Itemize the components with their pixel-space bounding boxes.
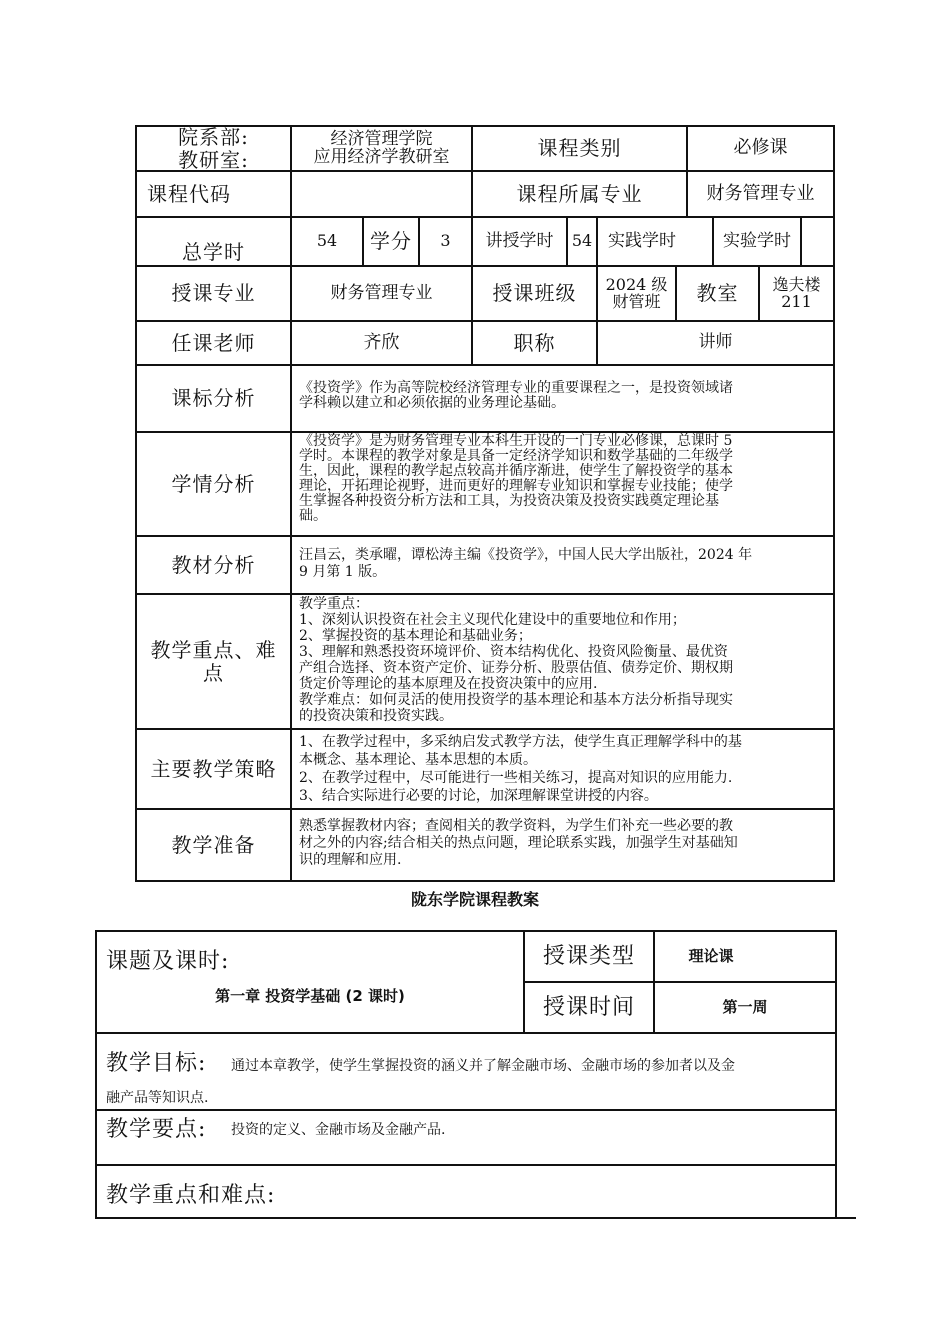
strategy-text bbox=[299, 733, 742, 805]
title-label: 职称 bbox=[513, 330, 556, 355]
teacher-value: 齐欣 bbox=[363, 331, 400, 353]
topic-value: 第一章 投资学基础 (2 课时) bbox=[215, 987, 405, 1005]
total-hours-value: 54 bbox=[316, 231, 338, 251]
class-value-cell bbox=[598, 267, 675, 320]
time-label: 授课时间 bbox=[542, 994, 635, 1020]
grid-line bbox=[95, 930, 97, 1219]
grid-line bbox=[95, 1032, 837, 1034]
credit-label: 学分 bbox=[370, 229, 412, 253]
lecture-hours-value: 54 bbox=[571, 231, 593, 251]
course-code-value bbox=[292, 172, 471, 216]
text-line: 识的理解和应用. bbox=[299, 852, 402, 868]
room-building: 逸夫楼 bbox=[772, 274, 821, 294]
class-label: 授课班级 bbox=[492, 281, 577, 305]
text-line: 的投资决策和投资实践。 bbox=[299, 708, 453, 724]
lecture-hours-label: 讲授学时 bbox=[485, 230, 554, 251]
text-line: 本概念、基本理论、基本思想的本质。 bbox=[299, 752, 537, 768]
text-line: 生掌握各种投资分析方法和工具，为投资决策及投资实践奠定理论基 bbox=[299, 493, 719, 509]
class-year: 2024 级 bbox=[605, 274, 668, 294]
dept-label: 院系部: bbox=[178, 124, 249, 149]
textbook-text bbox=[299, 547, 752, 581]
dept-label-cell bbox=[137, 124, 290, 172]
title-value: 讲师 bbox=[698, 332, 733, 353]
text-line: 汪昌云，类承曜，谭松涛主编《投资学》，中国人民大学出版社，2024 年 bbox=[299, 547, 753, 563]
text-line: 3、结合实际进行必要的讨论，加深理解课堂讲授的内容。 bbox=[299, 788, 658, 804]
text-line: 9 月第 1 版。 bbox=[299, 564, 387, 580]
strategy-label: 主要教学策略 bbox=[150, 756, 277, 781]
text-line: 货定价等理论的基本原理及在投资决策中的应用. bbox=[299, 676, 598, 692]
grid-line bbox=[95, 1164, 837, 1166]
text-line: 1、深刻认识投资在社会主义现代化建设中的重要地位和作用； bbox=[299, 612, 686, 628]
text-line: 1、在教学过程中，多采纳启发式教学方法，使学生真正理解学科中的基 bbox=[299, 734, 742, 750]
grid-line bbox=[95, 1109, 837, 1111]
teacher-label: 任课老师 bbox=[171, 330, 256, 355]
student-label: 学情分析 bbox=[171, 471, 256, 496]
type-label: 授课类型 bbox=[542, 943, 635, 969]
total-hours-label: 总学时 bbox=[182, 240, 245, 264]
room-label: 教室 bbox=[696, 281, 739, 305]
room-value-cell bbox=[760, 267, 833, 320]
credit-value: 3 bbox=[440, 231, 451, 251]
keypoints-label-cell bbox=[137, 595, 290, 728]
course-type-value: 必修课 bbox=[733, 137, 788, 159]
grid-line bbox=[95, 1217, 837, 1219]
standard-label: 课标分析 bbox=[171, 386, 256, 410]
text-line: 《投资学》作为高等院校经济管理专业的重要课程之一，是投资领域诸 bbox=[299, 380, 733, 396]
room-number: 211 bbox=[781, 291, 812, 311]
course-code-label: 课程代码 bbox=[147, 181, 231, 206]
practice-hours-value bbox=[686, 218, 712, 265]
text-line: 学科赖以建立和必须依据的业务理论基础。 bbox=[299, 395, 565, 411]
text-line: 材之外的内容;结合相关的热点问题，理论联系实践，加强学生对基础知 bbox=[299, 835, 738, 851]
time-value: 第一周 bbox=[722, 997, 768, 1016]
major-label: 课程所属专业 bbox=[516, 181, 643, 206]
type-value: 理论课 bbox=[688, 946, 734, 965]
teach-major-value: 财务管理专业 bbox=[330, 282, 433, 303]
topic-label: 课题及课时: bbox=[106, 949, 230, 974]
grid-line bbox=[833, 125, 835, 882]
objective-text-cont: 融产品等知识点. bbox=[106, 1090, 209, 1106]
class-name: 财管班 bbox=[612, 291, 661, 311]
text-line: 理论，开拓理论视野，进而更好的理解专业知识和掌握专业技能；使学 bbox=[299, 478, 733, 494]
student-text bbox=[299, 434, 733, 524]
teach-major-label: 授课专业 bbox=[171, 281, 256, 305]
grid-line bbox=[835, 930, 837, 1219]
keypoints-label: 教学重点、难 bbox=[150, 637, 277, 662]
lab-hours-value bbox=[802, 218, 833, 265]
points-text: 投资的定义、金融市场及金融产品. bbox=[231, 1122, 446, 1138]
course-type-label: 课程类别 bbox=[537, 136, 622, 160]
difficult-label: 教学重点和难点: bbox=[106, 1183, 276, 1208]
text-line: 熟悉掌握教材内容；查阅相关的教学资料，为学生们补充一些必要的教 bbox=[299, 818, 733, 834]
section-title: 陇东学院课程教案 bbox=[410, 890, 539, 909]
objective-label: 教学目标: bbox=[106, 1051, 207, 1076]
points-label: 教学要点: bbox=[106, 1117, 207, 1142]
standard-text bbox=[299, 381, 733, 411]
prep-label: 教学准备 bbox=[171, 832, 256, 857]
text-line: 2、在教学过程中，尽可能进行一些相关练习，提高对知识的应用能力. bbox=[299, 770, 733, 786]
text-line: 教学重点： bbox=[299, 596, 369, 612]
keypoints-text bbox=[299, 596, 733, 724]
text-line: 学时。本课程的教学对象是具备一定经济学知识和数学基础的二年级学 bbox=[299, 448, 733, 464]
dept-value-cell bbox=[292, 127, 471, 170]
office-value: 应用经济学教研室 bbox=[313, 146, 450, 167]
practice-hours-label: 实践学时 bbox=[608, 230, 676, 251]
text-line: 3、理解和熟悉投资环境评价、资本结构优化、投资风险衡量、最优资 bbox=[299, 644, 728, 660]
office-label: 教研室: bbox=[178, 147, 249, 172]
text-line: 2、掌握投资的基本理论和基础业务； bbox=[299, 628, 532, 644]
major-value: 财务管理专业 bbox=[706, 182, 815, 204]
dept-value: 经济管理学院 bbox=[330, 128, 433, 149]
text-line: 《投资学》是为财务管理专业本科生开设的一门专业必修课，总课时 5 bbox=[299, 433, 733, 449]
text-line: 教学难点：如何灵活的使用投资学的基本理论和基本方法分析指导现实 bbox=[299, 692, 733, 708]
text-line: 产组合选择、资本资产定价、证券分析、股票估值、债券定价、期权期 bbox=[299, 660, 733, 676]
grid-line bbox=[837, 1217, 856, 1219]
prep-text bbox=[299, 818, 738, 869]
grid-line bbox=[135, 880, 835, 882]
text-line: 生，因此，课程的教学起点较高并循序渐进，使学生了解投资学的基本 bbox=[299, 463, 733, 479]
textbook-label: 教材分析 bbox=[171, 552, 256, 577]
objective-text: 通过本章教学，使学生掌握投资的涵义并了解金融市场、金融市场的参加者以及金 bbox=[231, 1058, 735, 1074]
text-line: 础。 bbox=[299, 508, 327, 524]
lab-hours-label: 实验学时 bbox=[723, 230, 791, 251]
keypoints-label-2: 点 bbox=[203, 660, 224, 685]
